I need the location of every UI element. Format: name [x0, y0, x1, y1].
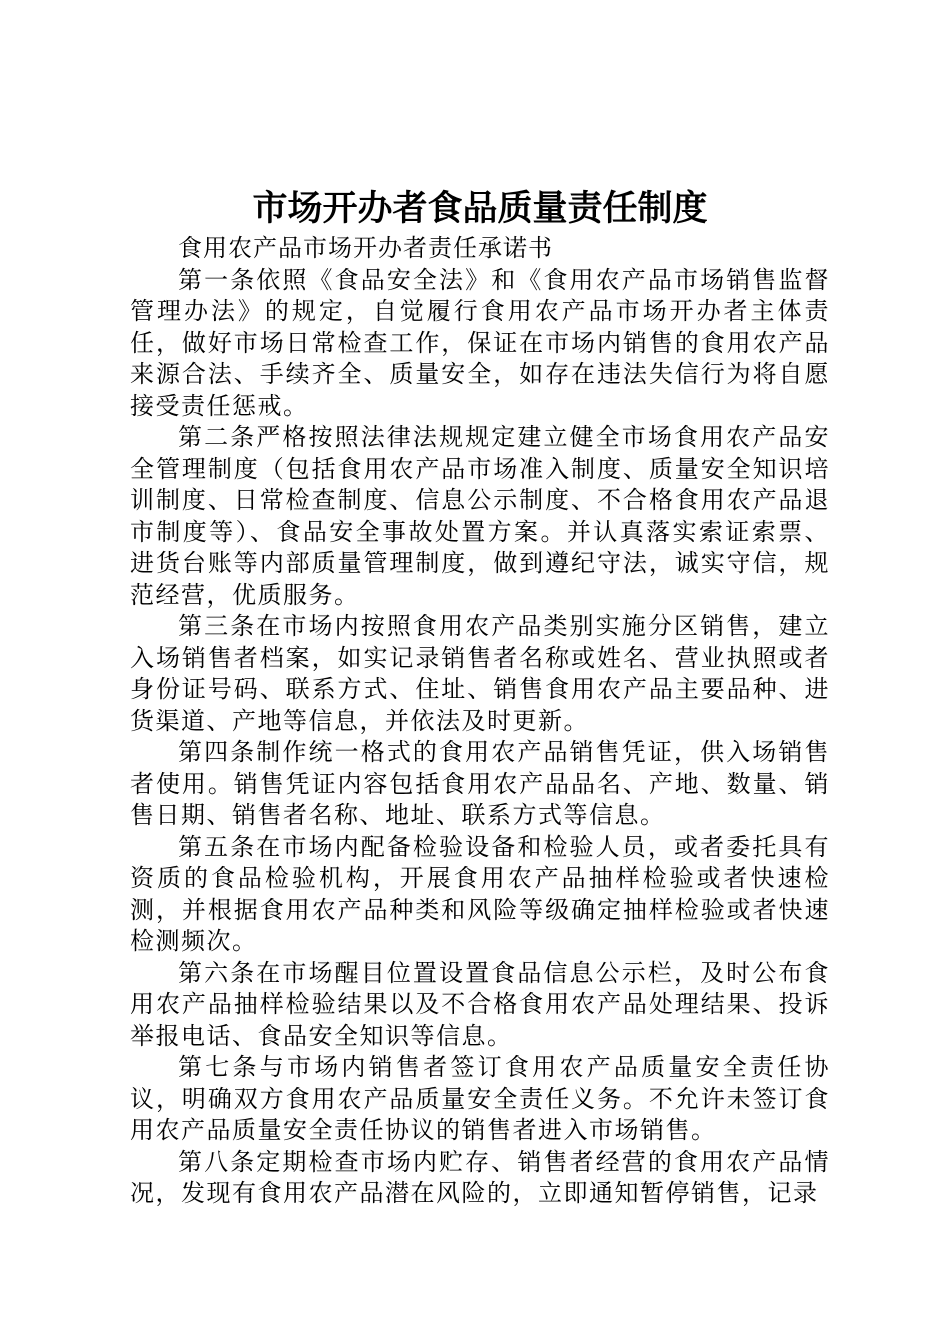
subtitle-paragraph: 食用农产品市场开办者责任承诺书 [178, 234, 553, 262]
article-3-paragraph: 第三条在市场内按照食用农产品类别实施分区销售，建立入场销售者档案，如实记录销售者名称或姓名、营业执照或者身份证号码、联系方式、住址、销售食用农产品主要品种、进货渠道、产地等信息，并依法及时更新。 [130, 612, 830, 735]
article-7-paragraph: 第七条与市场内销售者签订食用农产品质量安全责任协议，明确双方食用农产品质量安全责任义务。不允许未签订食用农产品质量安全责任协议的销售者进入市场销售。 [130, 1053, 830, 1144]
article-1-paragraph: 第一条依照《食品安全法》和《食用农产品市场销售监督管理办法》的规定，自觉履行食用农产品市场开办者主体责任，做好市场日常检查工作，保证在市场内销售的食用农产品来源合法、手续齐全、质量安全，如存在违法失信行为将自愿接受责任惩戒。 [130, 265, 830, 420]
document-title: 市场开办者食品质量责任制度 [252, 189, 708, 229]
article-5-paragraph: 第五条在市场内配备检验设备和检验人员，或者委托具有资质的食品检验机构，开展食用农产品抽样检验或者快速检测，并根据食用农产品种类和风险等级确定抽样检验或者快速检测频次。 [130, 832, 830, 955]
article-6-paragraph: 第六条在市场醒目位置设置食品信息公示栏，及时公布食用农产品抽样检验结果以及不合格食用农产品处理结果、投诉举报电话、食品安全知识等信息。 [130, 958, 830, 1050]
article-8-paragraph: 第八条定期检查市场内贮存、销售者经营的食用农产品情况，发现有食用农产品潜在风险的，立即通知暂停销售，记录 [130, 1147, 830, 1207]
article-2-paragraph: 第二条严格按照法律法规规定建立健全市场食用农产品安全管理制度（包括食用农产品市场准入制度、质量安全知识培训制度、日常检查制度、信息公示制度、不合格食用农产品退市制度等）、食品安全事故处置方案。并认真落实索证索票、进货台账等内部质量管理制度，做到遵纪守法，诚实守信，规范经营，优质服务。 [130, 423, 830, 609]
article-4-paragraph: 第四条制作统一格式的食用农产品销售凭证，供入场销售者使用。销售凭证内容包括食用农产品品名、产地、数量、销售日期、销售者名称、地址、联系方式等信息。 [130, 738, 830, 829]
document-body [130, 233, 830, 1210]
